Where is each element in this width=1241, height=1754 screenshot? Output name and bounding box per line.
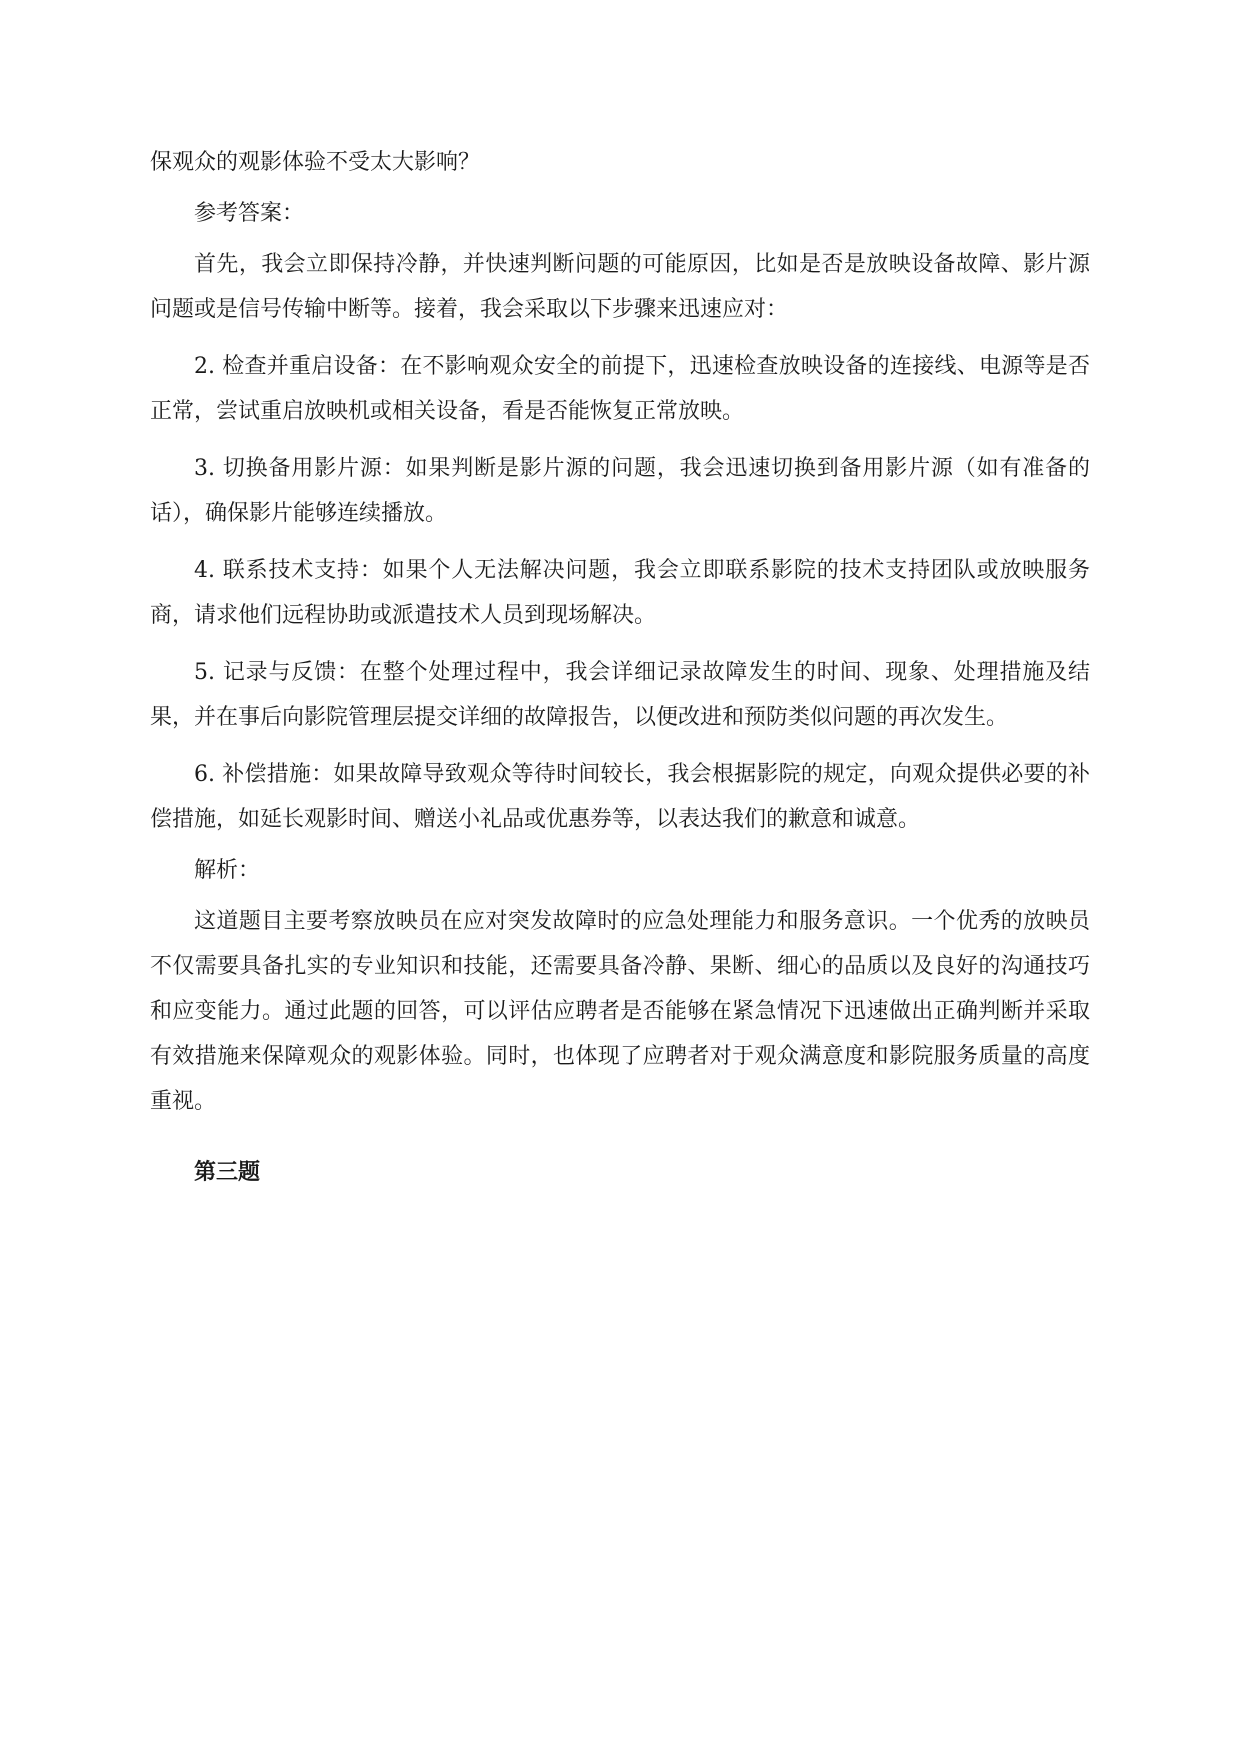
document-body (150, 140, 1090, 1207)
step-6-paragraph: 6. 补偿措施：如果故障导致观众等待时间较长，我会根据影院的规定，向观众提供必要的补偿措施，如延长观影时间、赠送小礼品或优惠券等，以表达我们的歉意和诚意。 (150, 762, 1090, 832)
step-4-paragraph: 4. 联系技术支持：如果个人无法解决问题，我会立即联系影院的技术支持团队或放映服务商，请求他们远程协助或派遣技术人员到现场解决。 (150, 558, 1090, 628)
reference-answer-label: 参考答案： (194, 201, 305, 226)
step-3-paragraph: 3. 切换备用影片源：如果判断是影片源的问题，我会迅速切换到备用影片源（如有准备的话），确保影片能够连续播放。 (150, 456, 1090, 526)
analysis-paragraph: 这道题目主要考察放映员在应对突发故障时的应急处理能力和服务意识。一个优秀的放映员不仅需要具备扎实的专业知识和技能，还需要具备冷静、果断、细心的品质以及良好的沟通技巧和应变能力。通过此题的回答，可以评估应聘者是否能够在紧急情况下迅速做出正确判断并采取有效措施来保障观众的观影体验。同时，也体现了应聘者对于观众满意度和影院服务质量的高度重视。 (150, 909, 1090, 1114)
paragraph-continuation: 保观众的观影体验不受太大影响？ (150, 150, 481, 175)
step-2-paragraph: 2. 检查并重启设备：在不影响观众安全的前提下，迅速检查放映设备的连接线、电源等是否正常，尝试重启放映机或相关设备，看是否能恢复正常放映。 (150, 354, 1090, 424)
analysis-label: 解析： (194, 858, 261, 883)
section-heading: 第三题 (194, 1160, 261, 1185)
answer-intro-paragraph: 首先，我会立即保持冷静，并快速判断问题的可能原因，比如是否是放映设备故障、影片源问题或是信号传输中断等。接着，我会采取以下步骤来迅速应对： (150, 252, 1090, 322)
step-5-paragraph: 5. 记录与反馈：在整个处理过程中，我会详细记录故障发生的时间、现象、处理措施及结果，并在事后向影院管理层提交详细的故障报告，以便改进和预防类似问题的再次发生。 (150, 660, 1090, 730)
